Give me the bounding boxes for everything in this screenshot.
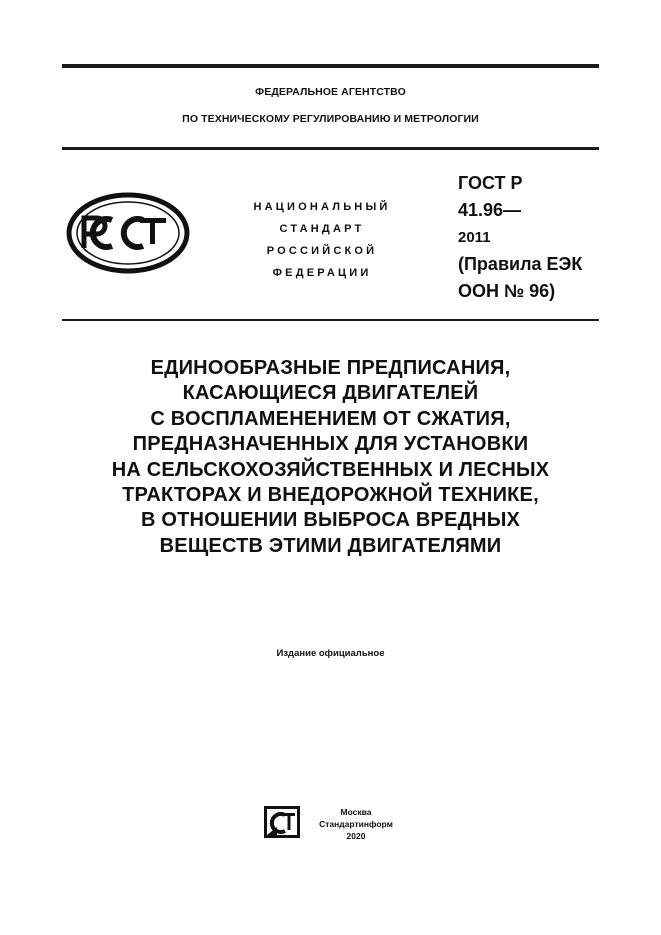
title-line: В ОТНОШЕНИИ ВЫБРОСА ВРЕДНЫХ [140,509,521,532]
agency-line-1: ФЕДЕРАЛЬНОЕ АГЕНТСТВО [255,86,406,98]
national-line: РОССИЙСКОЙ [266,245,378,257]
publisher-year: 2020 [346,831,366,841]
title-line: ПРЕДНАЗНАЧЕННЫХ ДЛЯ УСТАНОВКИ [132,433,529,456]
national-line: СТАНДАРТ [279,223,365,235]
publisher-name: Стандартинформ [319,819,393,829]
publisher-info [308,806,404,842]
title-rule [62,319,599,321]
designation-line: 41.96— [458,200,522,220]
title-line: КАСАЮЩИЕСЯ ДВИГАТЕЛЕЙ [182,382,479,405]
rst-emblem-icon [66,192,190,274]
designation-year: 2011 [458,229,491,246]
title-line: ВЕЩЕСТВ ЭТИМИ ДВИГАТЕЛЯМИ [159,534,502,557]
title-line: ТРАКТОРАХ И ВНЕДОРОЖНОЙ ТЕХНИКЕ, [122,484,539,507]
standartinform-logo-icon [263,805,301,839]
title-line: НА СЕЛЬСКОХОЗЯЙСТВЕННЫХ И ЛЕСНЫХ [111,458,550,481]
title-line: С ВОСПЛАМЕНЕНИЕМ ОТ СЖАТИЯ, [150,407,511,430]
designation-line: ООН № 96) [458,281,556,301]
national-line: ФЕДЕРАЦИИ [272,267,372,279]
designation-line: (Правила ЕЭК [458,254,583,274]
national-standard-label [222,196,422,284]
top-rule [62,64,599,68]
national-line: НАЦИОНАЛЬНЫЙ [253,201,391,213]
edition-note: Издание официальное [276,648,385,659]
designation-line: ГОСТ Р [458,173,523,193]
document-title [62,356,599,559]
header-rule [62,147,599,150]
standard-designation [458,170,582,305]
title-line: ЕДИНООБРАЗНЫЕ ПРЕДПИСАНИЯ, [150,357,511,379]
publisher-city: Москва [340,807,372,817]
agency-line-2: ПО ТЕХНИЧЕСКОМУ РЕГУЛИРОВАНИЮ И МЕТРОЛОГИИ [182,113,479,125]
